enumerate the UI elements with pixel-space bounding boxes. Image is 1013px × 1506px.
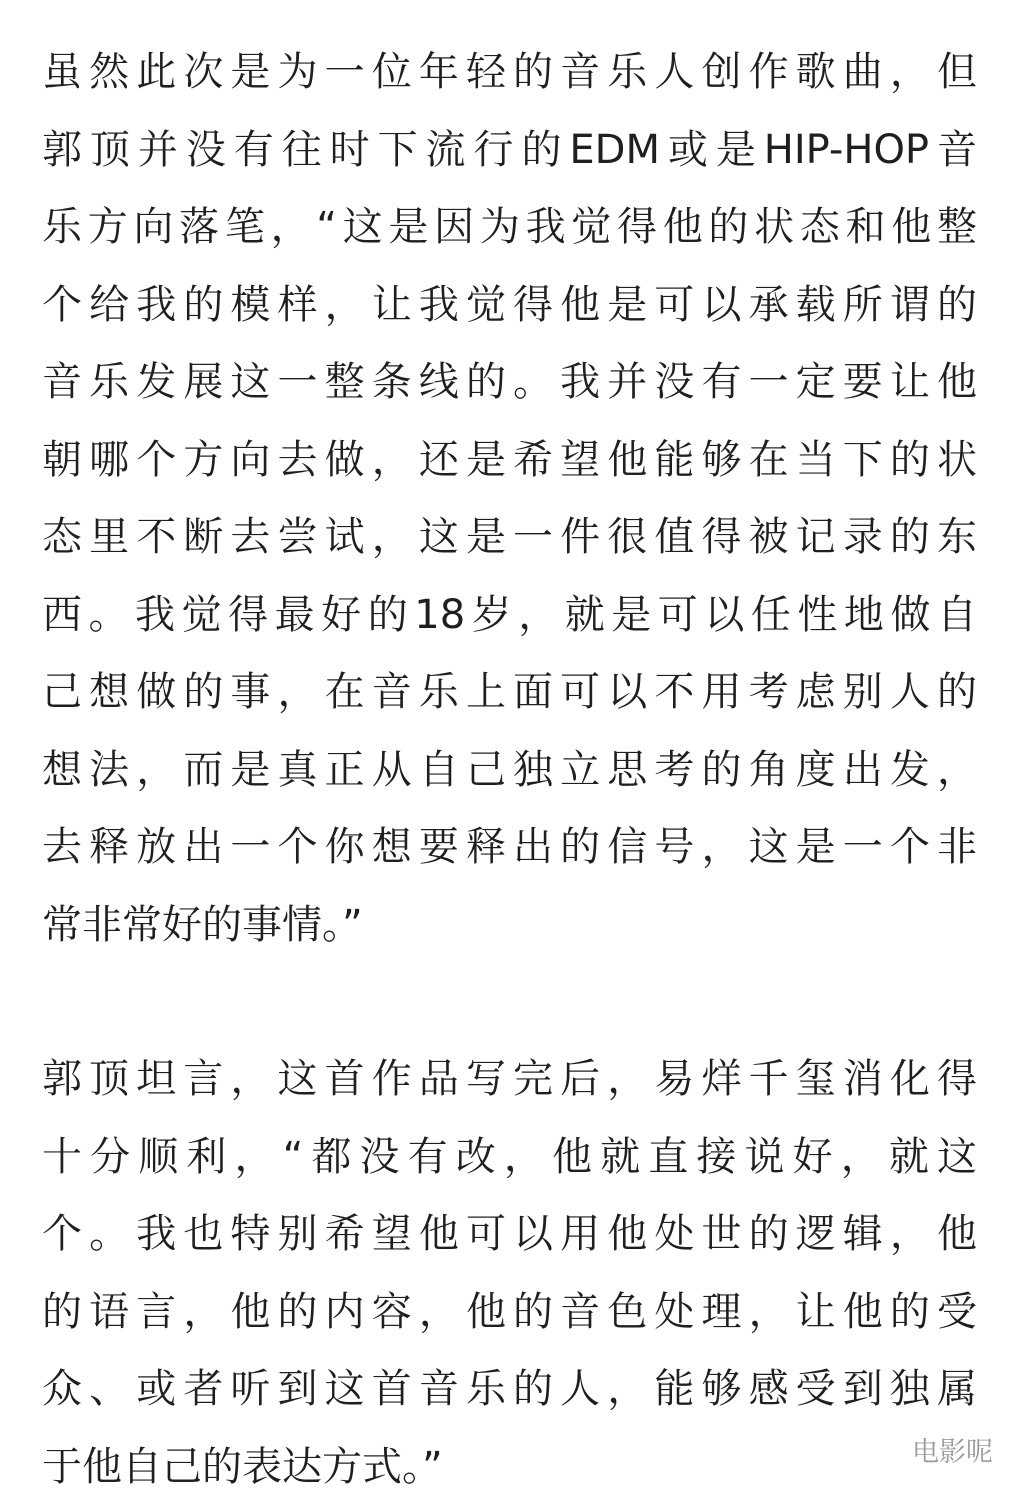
text-line: 个。我也特别希望他可以用他处世的逻辑，他: [42, 1196, 977, 1274]
text-line: 想法，而是真正从自己独立思考的角度出发，: [42, 732, 977, 810]
text-line: 虽然此次是为一位年轻的音乐人创作歌曲，但: [42, 34, 977, 112]
text-line: 朝哪个方向去做，还是希望他能够在当下的状: [42, 422, 977, 500]
paragraph-1: [42, 34, 977, 964]
paragraph-2: [42, 1041, 977, 1506]
text-line: 西。我觉得最好的18岁，就是可以任性地做自: [42, 577, 977, 655]
text-line: 态里不断去尝试，这是一件很值得被记录的东: [42, 499, 977, 577]
text-line: 音乐发展这一整条线的。我并没有一定要让他: [42, 344, 977, 422]
text-line: 十分顺利，“都没有改，他就直接说好，就这: [42, 1119, 977, 1197]
text-line: 己想做的事，在音乐上面可以不用考虑别人的: [42, 654, 977, 732]
text-line: 去释放出一个你想要释出的信号，这是一个非: [42, 809, 977, 887]
text-line: 郭顶坦言，这首作品写完后，易烊千玺消化得: [42, 1041, 977, 1119]
article-body: [42, 34, 977, 1506]
paragraph-gap: [42, 964, 977, 1041]
watermark-logo: 电影呢: [912, 1430, 993, 1469]
text-line: 乐方向落笔，“这是因为我觉得他的状态和他整: [42, 189, 977, 267]
text-line: 的语言，他的内容，他的音色处理，让他的受: [42, 1274, 977, 1352]
text-line: 郭顶并没有往时下流行的EDM或是HIP-HOP音: [42, 112, 977, 190]
text-line: 个给我的模样，让我觉得他是可以承载所谓的: [42, 267, 977, 345]
text-line: 众、或者听到这首音乐的人，能够感受到独属: [42, 1351, 977, 1429]
text-line-last: 于他自己的表达方式。”: [42, 1429, 977, 1506]
text-line-last: 常非常好的事情。”: [42, 887, 977, 965]
